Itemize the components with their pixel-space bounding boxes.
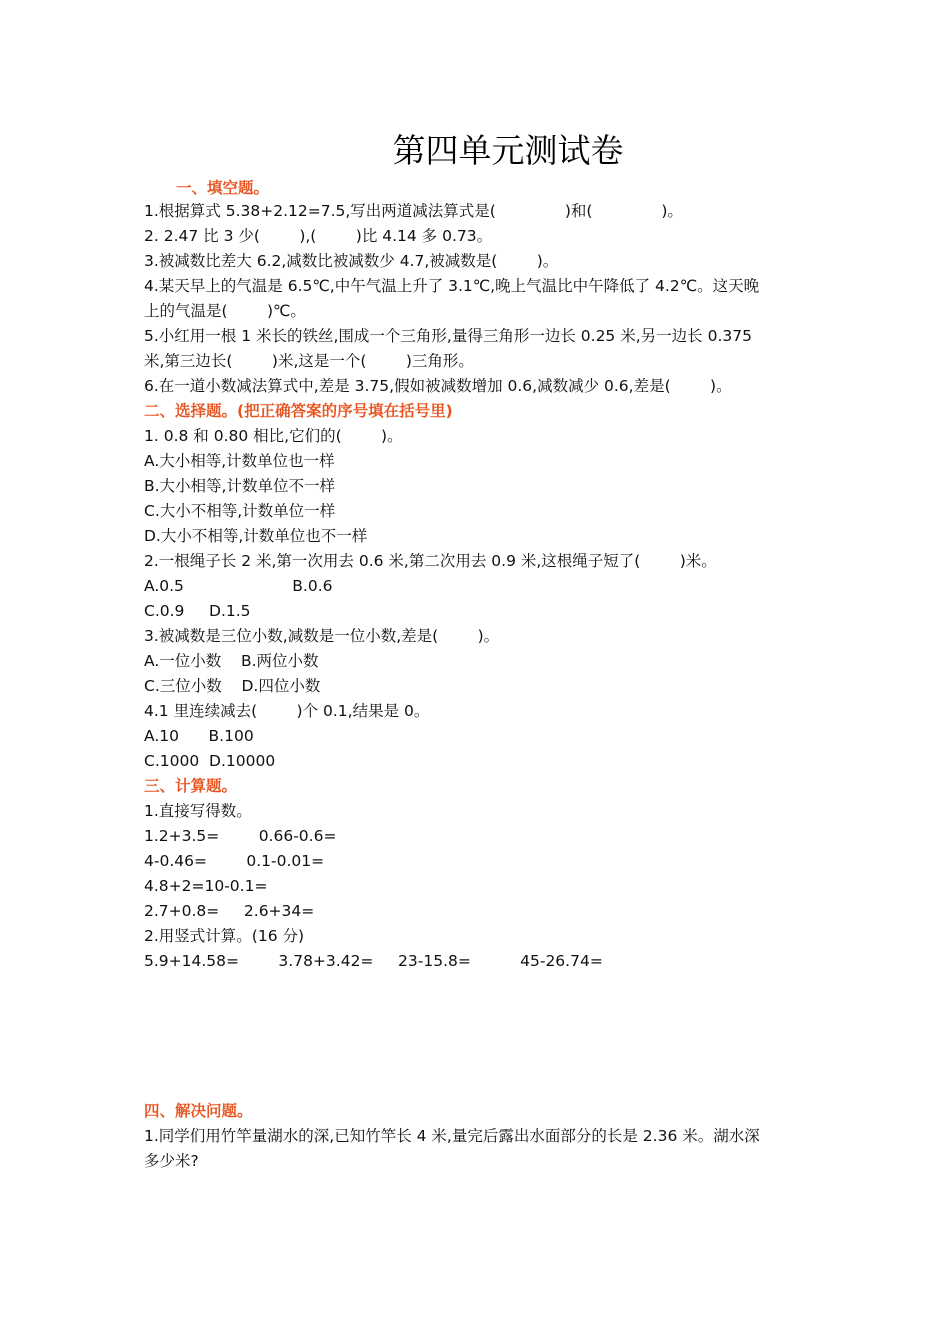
question-line: 5.小红用一根 1 米长的铁丝,围成一个三角形,量得三角形一边长 0.25 米,另一边长 0.375 — [144, 327, 752, 345]
calculation-row: 2.7+0.8= 2.6+34= — [144, 902, 315, 920]
question-line: 1.直接写得数。 — [144, 802, 252, 820]
section-heading-multiple-choice: 二、选择题。(把正确答案的序号填在括号里) — [144, 402, 453, 420]
question-line: 3.被减数是三位小数,减数是一位小数,差是( )。 — [144, 627, 500, 645]
page-title: 第四单元测试卷 — [392, 131, 624, 170]
question-line: 多少米? — [144, 1152, 199, 1170]
question-line: 4.某天早上的气温是 6.5℃,中午气温上升了 3.1℃,晚上气温比中午降低了 4.2℃。这天晚 — [144, 277, 760, 295]
question-line: 米,第三边长( )米,这是一个( )三角形。 — [144, 352, 474, 370]
calculation-row: 4-0.46= 0.1-0.01= — [144, 852, 325, 870]
choice-option: A.10 B.100 — [144, 727, 254, 745]
question-line: 1.同学们用竹竿量湖水的深,已知竹竿长 4 米,量完后露出水面部分的长是 2.36 米。湖水深 — [144, 1127, 760, 1145]
section-heading-word-problems: 四、解决问题。 — [144, 1102, 253, 1120]
choice-option: D.大小不相等,计数单位也不一样 — [144, 527, 368, 545]
choice-option: A.0.5 B.0.6 — [144, 577, 333, 595]
section-heading-fill-in: 一、填空题。 — [176, 179, 270, 197]
question-line: 2.用竖式计算。(16 分) — [144, 927, 305, 945]
calculation-row: 1.2+3.5= 0.66-0.6= — [144, 827, 337, 845]
choice-option: C.1000 D.10000 — [144, 752, 276, 770]
question-line: 1. 0.8 和 0.80 相比,它们的( )。 — [144, 427, 403, 445]
question-line: 1.根据算式 5.38+2.12=7.5,写出两道减法算式是( )和( )。 — [144, 202, 683, 220]
calculation-row: 4.8+2=10-0.1= — [144, 877, 268, 895]
section-heading-calculation: 三、计算题。 — [144, 777, 238, 795]
question-line: 4.1 里连续减去( )个 0.1,结果是 0。 — [144, 702, 430, 720]
question-line: 上的气温是( )℃。 — [144, 302, 306, 320]
question-line: 3.被减数比差大 6.2,减数比被减数少 4.7,被减数是( )。 — [144, 252, 559, 270]
calculation-row: 5.9+14.58= 3.78+3.42= 23-15.8= 45-26.74= — [144, 952, 603, 970]
choice-option: C.大小不相等,计数单位一样 — [144, 502, 336, 520]
choice-option: C.0.9 D.1.5 — [144, 602, 251, 620]
choice-option: B.大小相等,计数单位不一样 — [144, 477, 335, 495]
choice-option: A.大小相等,计数单位也一样 — [144, 452, 335, 470]
choice-option: C.三位小数 D.四位小数 — [144, 677, 321, 695]
choice-option: A.一位小数 B.两位小数 — [144, 652, 319, 670]
question-line: 2. 2.47 比 3 少( ),( )比 4.14 多 0.73。 — [144, 227, 493, 245]
question-line: 2.一根绳子长 2 米,第一次用去 0.6 米,第二次用去 0.9 米,这根绳子短了( )米。 — [144, 552, 717, 570]
question-line: 6.在一道小数减法算式中,差是 3.75,假如被减数增加 0.6,减数减少 0.6,差是( )。 — [144, 377, 732, 395]
